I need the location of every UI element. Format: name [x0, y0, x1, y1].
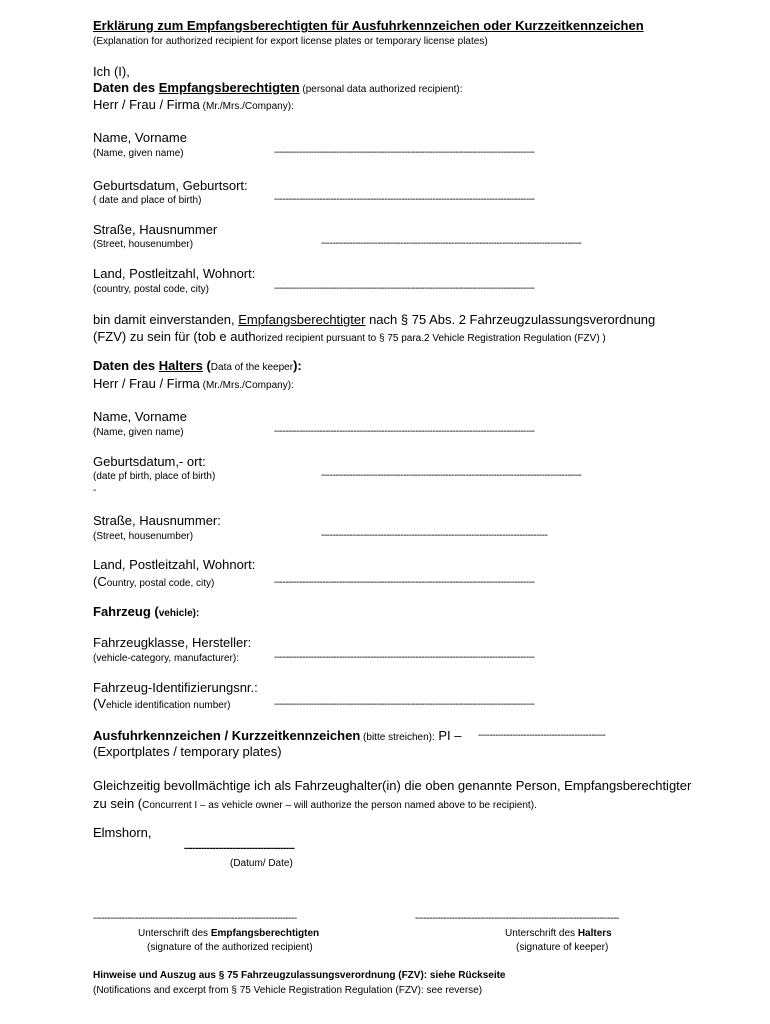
recipient-land-label: Land, Postleitzahl, Wohnort:: [93, 266, 256, 281]
recipient-salutation: Herr / Frau / Firma (Mr./Mrs./Company):: [93, 97, 294, 112]
date-label: (Datum/ Date): [230, 858, 293, 869]
recipient-name-sublabel: (Name, given name): [93, 148, 184, 159]
plates-field[interactable]: ---------------------------------------------: [478, 730, 606, 741]
recipient-signature-label: Unterschrift des Empfangsberechtigten: [138, 928, 320, 939]
recipient-heading: Daten des Empfangsberechtigten (personal data authorized recipient):: [93, 80, 463, 95]
place-label: Elmshorn,: [93, 825, 152, 840]
keeper-street-label: Straße, Hausnummer:: [93, 513, 221, 528]
document-subtitle: (Explanation for authorized recipient for export license plates or temporary license plates): [93, 36, 488, 47]
recipient-land-sublabel: (country, postal code, city): [93, 284, 209, 295]
keeper-signature-label: Unterschrift des Halters: [505, 928, 612, 939]
document-title: Erklärung zum Empfangsberechtigten für Ausfuhrkennzeichen oder Kurzzeitkennzeichen: [93, 18, 644, 33]
keeper-land-label: Land, Postleitzahl, Wohnort:: [93, 557, 256, 572]
keeper-dob-label: Geburtsdatum,- ort:: [93, 454, 206, 469]
consent-line-2: (FZV) zu sein für (tob e authorized recipient pursuant to § 75 para.2 Vehicle Registration Regulation (FZV) ): [93, 329, 606, 344]
keeper-dob-sublabel: (date pf birth, place of birth): [93, 471, 216, 482]
ich-label: Ich (I),: [93, 64, 130, 79]
keeper-street-sublabel: (Street, housenumber): [93, 531, 194, 542]
recipient-signature-sublabel: (signature of the authorized recipient): [147, 942, 313, 953]
recipient-dob-sublabel: ( date and place of birth): [93, 195, 202, 206]
keeper-signature-line[interactable]: ------------------------------------------------------------------------: [415, 913, 619, 924]
recipient-dob-label: Geburtsdatum, Geburtsort:: [93, 178, 248, 193]
vehicle-class-label: Fahrzeugklasse, Hersteller:: [93, 635, 252, 650]
authorize-line-2: zu sein (Concurrent I – as vehicle owner – will authorize the person named above to be recipient).: [93, 796, 537, 811]
recipient-signature-line[interactable]: ------------------------------------------------------------------------: [93, 913, 297, 924]
vehicle-class-sublabel: (vehicle-category, manufacturer):: [93, 653, 239, 664]
vehicle-class-field[interactable]: --------------------------------------------------------------------------------------------: [274, 652, 535, 663]
keeper-signature-sublabel: (signature of keeper): [516, 942, 609, 953]
vehicle-vin-sublabel: (Vehicle identification number): [93, 696, 231, 711]
recipient-land-field[interactable]: --------------------------------------------------------------------------------------------: [274, 283, 535, 294]
keeper-name-label: Name, Vorname: [93, 409, 187, 424]
plates-sublabel: (Exportplates / temporary plates): [93, 744, 282, 759]
keeper-name-sublabel: (Name, given name): [93, 427, 184, 438]
recipient-name-field[interactable]: --------------------------------------------------------------------------------------------: [274, 147, 535, 158]
vehicle-heading: Fahrzeug (vehicle):: [93, 604, 200, 619]
keeper-dob-field[interactable]: --------------------------------------------------------------------------------------------: [321, 470, 582, 481]
footer-notice-sub: (Notifications and excerpt from § 75 Vehicle Registration Regulation (FZV): see reverse): [93, 985, 483, 996]
keeper-land-sublabel: (Country, postal code, city): [93, 574, 215, 589]
recipient-name-label: Name, Vorname: [93, 130, 187, 145]
recipient-dob-field[interactable]: --------------------------------------------------------------------------------------------: [274, 194, 535, 205]
keeper-name-field[interactable]: --------------------------------------------------------------------------------------------: [274, 426, 535, 437]
recipient-street-field[interactable]: --------------------------------------------------------------------------------------------: [321, 238, 582, 249]
plates-line: Ausfuhrkennzeichen / Kurzzeitkennzeichen (bitte streichen): PI –: [93, 728, 462, 743]
recipient-street-sublabel: (Street, housenumber): [93, 239, 194, 250]
recipient-street-label: Straße, Hausnummer: [93, 222, 218, 237]
vehicle-vin-field[interactable]: --------------------------------------------------------------------------------------------: [274, 699, 535, 710]
keeper-heading: Daten des Halters (Data of the keeper):: [93, 358, 302, 373]
keeper-dob-extra: -: [93, 485, 97, 496]
keeper-land-field[interactable]: --------------------------------------------------------------------------------------------: [274, 577, 535, 588]
keeper-salutation: Herr / Frau / Firma (Mr./Mrs./Company):: [93, 376, 294, 391]
consent-line-1: bin damit einverstanden, Empfangsberechtigter nach § 75 Abs. 2 Fahrzeugzulassungsverordnung: [93, 312, 656, 327]
footer-notice: Hinweise und Auszug aus § 75 Fahrzeugzulassungsverordnung (FZV): siehe Rückseite: [93, 970, 506, 981]
date-field[interactable]: ---------------------------------------: [184, 843, 295, 854]
authorize-line-1: Gleichzeitig bevollmächtige ich als Fahrzeughalter(in) die oben genannte Person, Empfangsberechtigter: [93, 778, 692, 793]
vehicle-vin-label: Fahrzeug-Identifizierungsnr.:: [93, 680, 258, 695]
keeper-street-field[interactable]: --------------------------------------------------------------------------------: [321, 530, 548, 541]
